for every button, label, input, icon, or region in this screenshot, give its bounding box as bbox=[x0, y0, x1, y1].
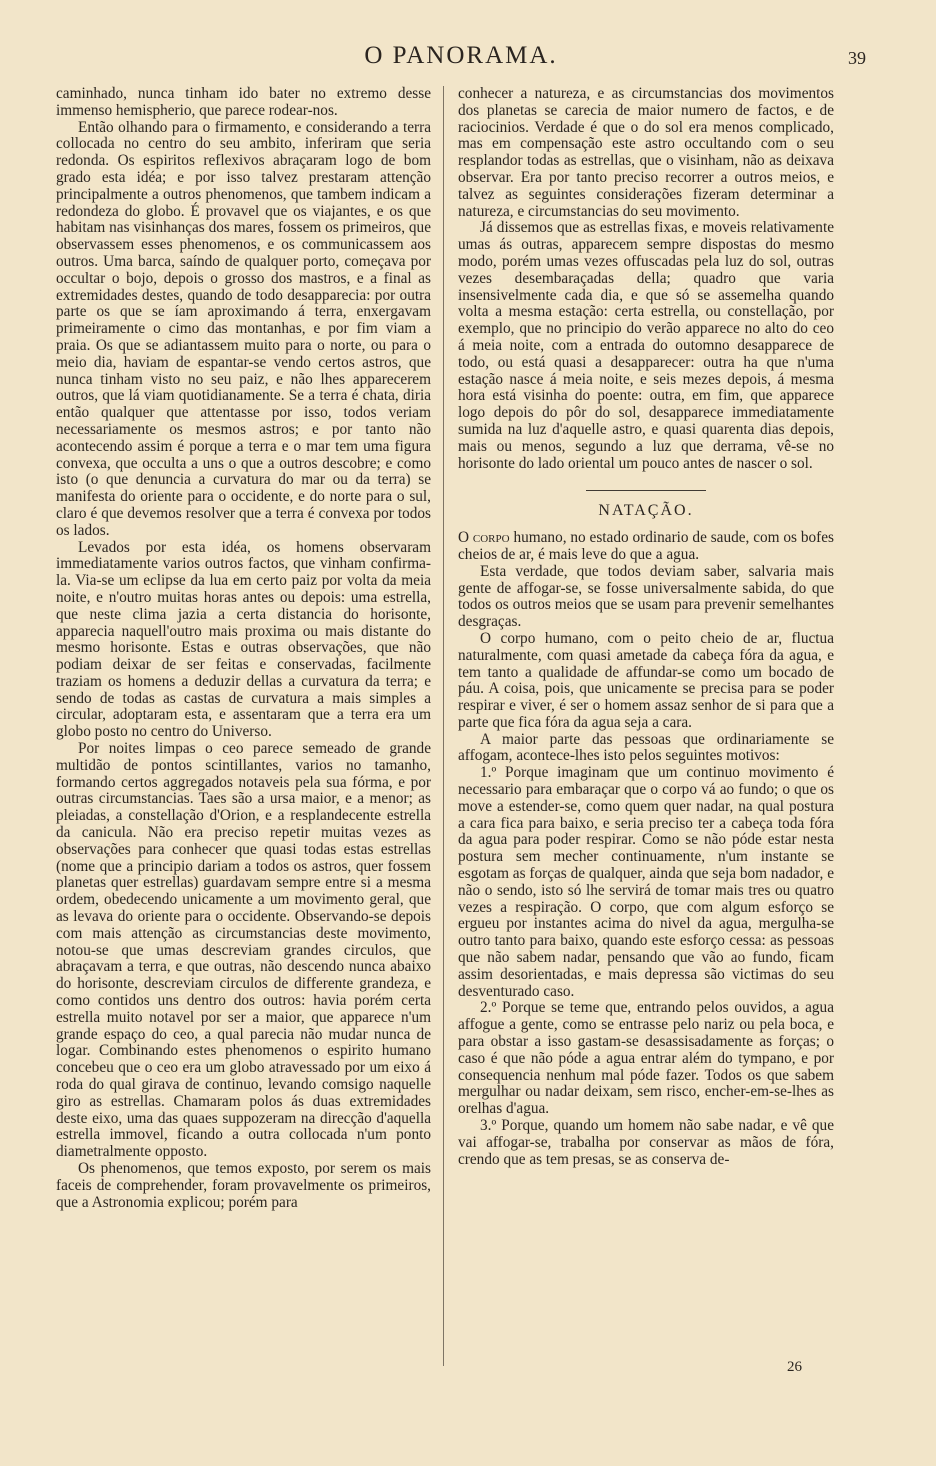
section-lead-paragraph bbox=[458, 530, 834, 564]
page-header bbox=[56, 42, 866, 76]
signature-mark: 26 bbox=[787, 1359, 802, 1375]
paragraph: Esta verdade, que todos deviam saber, salvaria mais gente de affogar-se, se fosse universalmente sabida, do que todos os outros meios que se usam para prevenir semelhantes desgraças. bbox=[458, 562, 834, 631]
paragraph: Por noites limpas o ceo parece semeado de grande multidão de pontos scintillantes, varios no tamanho, formando certos aggregados notaveis pela sua fórma, e por outras circumstancias. Taes são a ursa maior, e a menor; as pleiadas, a constellação d'Orion, e a resplandecente estrella da canicula. Não era preciso repetir muitas vezes as observações para conhecer que quasi todas estas estrellas (nome que a principio dariam a todos os astros, quer fossem planetas quer estrellas) guardavam sempre entre si a mesma ordem, obedecendo unicamente a um movimento geral, que as levava do oriente para o occidente. Observando-se depois com mais attenção as circumstancias deste movimento, notou-se que umas descreviam grandes circulos, que abraçavam a terra, e que outras, não descendo nunca abaixo do horisonte, descreviam circulos de differente grandeza, e como contidos uns dentro dos outros: havia porém certa estrella muito notavel por ser a maior, que apparece n'um grande espaço do ceo, a qual parecia não mudar nunca de logar. Combinando estes phenomenos o espirito humano concebeu que o ceo era um globo atravessado por um eixo á roda do qual girava de continuo, levando comsigo naquelle giro as estrellas. Chamaram polos ás duas extremidades deste eixo, uma das quaes suppozeram na direcção d'aquella estrella immovel, ficando a outra collocada n'um ponto diametralmente opposto. bbox=[56, 740, 431, 1161]
paragraph: 1.º Porque imaginam que um continuo movimento é necessario para embaraçar que o corpo vá ao fundo; o que os move a estender-se, como quem quer nadar, na qual postura a cara fica para baixo, e seria preciso ter a cabeça toda fóra da agua para poder respirar. Como se não póde estar nesta postura sem mecher continuamente, n'um instante se esgotam as forças de qualquer, ainda que seja bom nadador, e não o sendo, isto só lhe servirá de tomar mais tres ou quatro vezes a respiração. O corpo, que com algum esforço se ergueu por instantes acima do nivel da agua, mergulha-se outro tanto para baixo, quando este esforço cessa: as pessoas que não sabem nadar, pensando que vão ao fundo, ficam assim desorientadas, e mais depressa são victimas do seu desventurado caso. bbox=[458, 764, 834, 1000]
paragraph: 3.º Porque, quando um homem não sabe nadar, e vê que vai affogar-se, trabalha por conservar as mãos de fóra, crendo que as tem presas, se as conserva de- bbox=[458, 1117, 834, 1168]
lead-text: humano, no estado ordinario de saude, com os bofes cheios de ar, é mais leve do que a agua. bbox=[458, 529, 834, 563]
page-number: 39 bbox=[848, 48, 866, 68]
column-divider bbox=[443, 86, 444, 1366]
publication-title: O PANORAMA. bbox=[364, 42, 558, 69]
paragraph: Então olhando para o firmamento, e considerando a terra collocada no centro do seu ambito, inferiram que seria redonda. Os espiritos reflexivos abraçaram logo de bom grado esta idéa; e por isso talvez prestaram attenção principalmente a outros phenomenos, que tambem indicam a redondeza do globo. É provavel que os viajantes, e os que habitam nas visinhanças dos mares, fossem os primeiros, que observassem esses phenomenos, e os communicassem aos outros. Uma barca, saíndo de qualquer porto, começava por occultar o bojo, depois o grosso dos mastros, e a final as extremidades destes, quando de todo desapparecia: por outra parte os que se íam aproximando á terra, enxergavam primeiramente o cimo das montanhas, e por fim viam a praia. Os que se adiantassem muito para o norte, ou para o meio dia, haviam de espantar-se vendo certos astros, que nunca tinham visto no seu paiz, e não lhes apparecerem outros, que lá viam quotidianamente. Se a terra é chata, diria então qualquer que attentasse por isso, todos veriam necessariamente os mesmos astros; e por tanto não acontecendo assim é porque a terra e o mar tem uma figura convexa, que occulta a uns o que a outros descobre; e como isto (o que denuncia a curvatura do mar ou da terra) se manifesta do oriente para o occidente, e do norte para o sul, claro é que devemos resolver que a terra é convexa por todos os lados. bbox=[56, 118, 431, 539]
left-column bbox=[56, 86, 431, 1211]
paragraph: 2.º Porque se teme que, entrando pelos ouvidos, a agua affogue a gente, como se entrasse pelo nariz ou pela boca, e para obstar a isso gastam-se desassisadamente as forças; o caso é que não póde a agua entrar além do tympano, e por consequencia nenhum mal póde fazer. Todos os que sabem mergulhar ou nadar deixam, sem risco, encher-em-se-lhes as orelhas d'agua. bbox=[458, 999, 834, 1118]
paragraph: Já dissemos que as estrellas fixas, e moveis relativamente umas ás outras, apparecem sempre dispostas do mesmo modo, porém umas vezes offuscadas pela luz do sol, outras vezes desembaraçadas della; quadro que varia insensivelmente cada dia, e que só se assemelha quando volta a mesma estação: certa estrella, ou constellação, por exemplo, que no principio do verão apparece no alto do ceo á meia noite, com a entrada do outomno desapparece de todo, ou está quasi a desapparecer: outra ha que n'uma estação nasce á meia noite, e seis mezes depois, á mesma hora está visinha do poente: outra, em fim, que apparece logo depois do pôr do sol, desapparece immediatamente sumida na luz d'aquelle astro, e quasi quarenta dias depois, mais ou menos, segundo a luz que derrama, vê-se no horisonte do lado oriental um pouco antes de nascer o sol. bbox=[458, 219, 834, 472]
lead-small-caps: O corpo bbox=[458, 529, 510, 547]
paragraph: Os phenomenos, que temos exposto, por serem os mais faceis de comprehender, foram provavelmente os primeiros, que a Astronomia explicou; porém para bbox=[56, 1160, 431, 1211]
section-rule bbox=[586, 490, 706, 491]
paragraph: O corpo humano, com o peito cheio de ar, fluctua naturalmente, com quasi ametade da cabeça fóra da agua, e tem tanto a qualidade de affundar-se como um bocado de páu. A coisa, pois, que unicamente se precisa para se poder respirar e viver, é ser o homem assaz senhor de si para que a parte que fica fóra da agua seja a cara. bbox=[458, 629, 834, 731]
section-title: NATAÇÃO. bbox=[598, 502, 694, 520]
paragraph: Levados por esta idéa, os homens observaram immediatamente varios outros factos, que vinham confirma-la. Via-se um eclipse da lua em certo paiz por volta da meia noite, e n'outro muitas horas antes ou depois: uma estrella, que neste clima jazia a certa distancia do horisonte, apparecia naquell'outro mais proxima ou mais distante do mesmo horisonte. Estas e outras observações, que não podiam deixar de ser feitas e conservadas, facilmente traziam os homens a deduzir dellas a curvatura da terra; e sendo de todas as castas de curvatura a mais simples a circular, adoptaram esta, e assentaram que a terra era um globo posto no centro do Universo. bbox=[56, 538, 431, 741]
right-column bbox=[458, 86, 834, 1168]
paragraph: caminhado, nunca tinham ido bater no extremo desse immenso hemispherio, que parece rodear-nos. bbox=[56, 85, 431, 119]
paragraph: A maior parte das pessoas que ordinariamente se affogam, acontece-lhes isto pelos seguintes motivos: bbox=[458, 730, 834, 765]
paragraph: conhecer a natureza, e as circumstancias dos movimentos dos planetas se carecia de maior numero de factos, e de raciocinios. Verdade é que o do sol era menos complicado, mas em compensação este astro occultando com o seu resplandor todas as estrellas, que o visinham, não as deixava observar. Era por tanto preciso recorrer a outros meios, e talvez as seguintes considerações fizeram determinar a natureza, e circumstancias do seu movimento. bbox=[458, 85, 834, 220]
